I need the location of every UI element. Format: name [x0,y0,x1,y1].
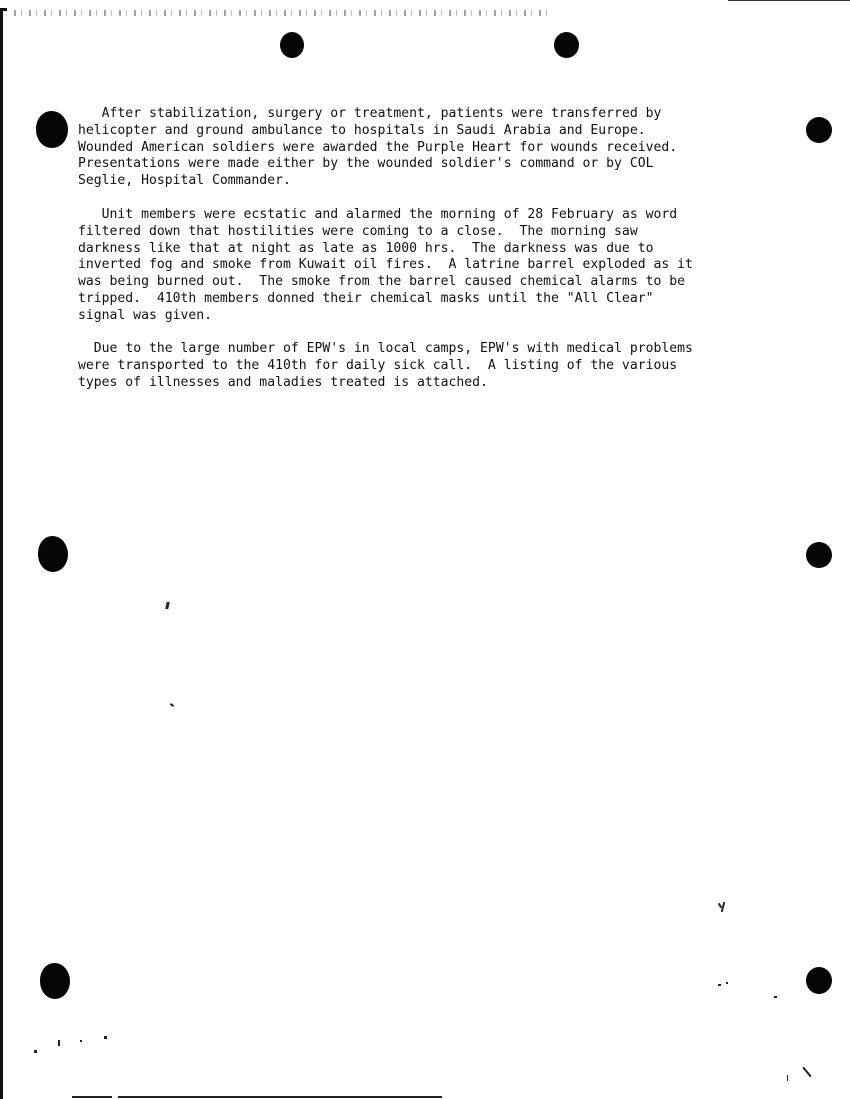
stray-mark [718,903,722,908]
bottom-rule-gap [112,1095,118,1099]
stray-mark [787,1075,788,1081]
punch-hole [40,963,70,999]
stray-mark [726,982,728,984]
stray-mark [774,996,777,998]
bottom-rule [72,1096,442,1098]
punch-hole [806,967,832,994]
paragraph-epw: Due to the large number of EPW's in local camps, EPW's with medical problems were transported to the 410th for daily sick call. A listing of the various types of illnesses and maladies treated is attached. [78,341,693,390]
stray-mark [718,984,721,986]
punch-hole [36,111,68,148]
punch-hole [38,536,68,572]
scan-noise [14,10,554,16]
paragraph-transfer: After stabilization, surgery or treatment, patients were transferred by helicopter and ground ambulance to hospitals in Saudi Arabia and Europe. Wounded American soldiers were awarded the Purple Heart for wounds received. Presentations were made either by the wounded soldier's command or by COL Seglie, Hospital Commander. [78,106,678,189]
punch-hole [806,117,832,143]
scan-edge-tick [0,8,7,11]
punch-hole [554,32,579,58]
punch-hole [280,32,304,58]
stray-mark [80,1040,82,1042]
stray-mark [34,1050,37,1053]
stray-mark [170,703,174,707]
stray-mark [165,602,169,609]
stray-mark [104,1036,107,1039]
stray-mark [802,1067,811,1077]
stray-mark [58,1040,60,1046]
paragraph-february: Unit members were ecstatic and alarmed the morning of 28 February as word filtered down that hostilities were coming to a close. The morning saw darkness like that at night as late as 1000 hrs. The darkness was due to inverted fog and smoke from Kuwait oil fires. A latrine barrel exploded as it was being burned out. The smoke from the barrel caused chemical alarms to be tripped. 410th members donned their chemical masks until the "All Clear" signal was given. [78,207,693,323]
top-rule [728,0,850,1]
scan-edge [0,8,3,1099]
punch-hole [806,542,832,568]
